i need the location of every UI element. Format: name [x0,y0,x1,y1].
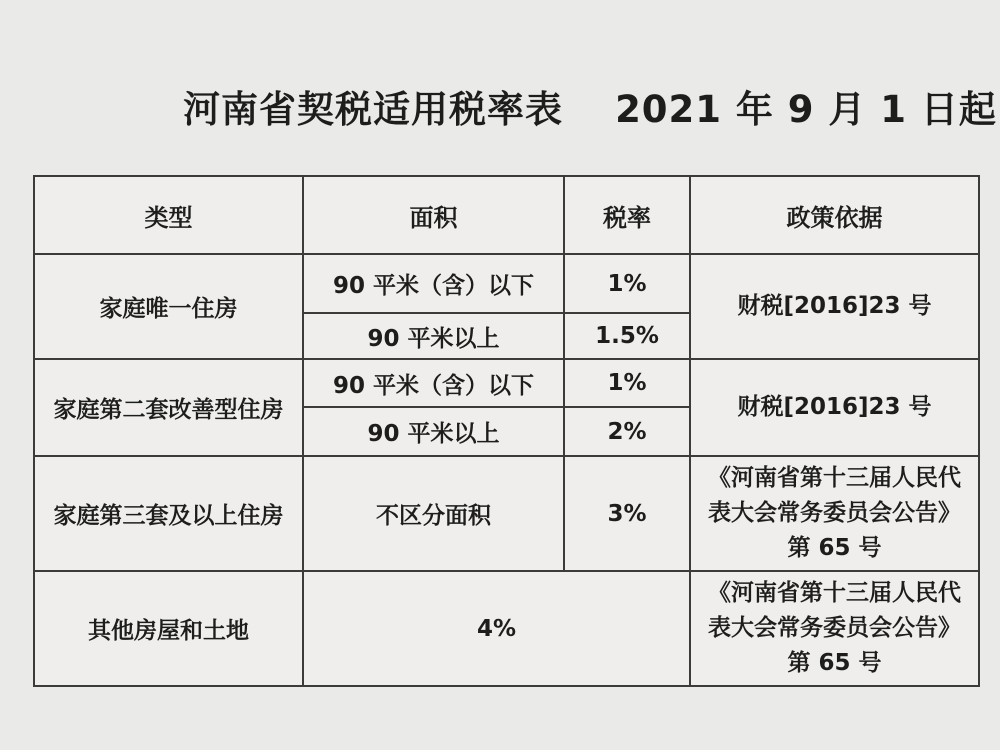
cell-area-over90: 90 平米以上 [303,313,564,359]
cell-rate-1pct: 1% [564,254,690,313]
table-row-second-home-under90 [34,359,979,407]
column-header-type: 类型 [34,176,303,254]
cell-rate-2pct: 2% [564,407,690,456]
page-title [0,79,1000,133]
cell-rate-1-5pct: 1.5% [564,313,690,359]
table-row-only-home-under90 [34,254,979,313]
column-header-rate: 税率 [564,176,690,254]
column-header-policy: 政策依据 [690,176,979,254]
cell-type-second-home: 家庭第二套改善型住房 [34,359,303,456]
cell-rate-3pct: 3% [564,456,690,571]
cell-rate-1pct: 1% [564,359,690,407]
column-header-area: 面积 [303,176,564,254]
table-row-other-property [34,571,979,686]
cell-area-any: 不区分面积 [303,456,564,571]
cell-policy-caishui: 财税[2016]23 号 [690,359,979,456]
cell-type-third-home: 家庭第三套及以上住房 [34,456,303,571]
table-header-row [34,176,979,254]
cell-rate-4pct: 4% [303,571,690,686]
cell-policy-caishui: 财税[2016]23 号 [690,254,979,359]
tax-rate-table [33,175,980,687]
page-title-main: 河南省契税适用税率表 [183,88,564,131]
cell-area-over90: 90 平米以上 [303,407,564,456]
cell-area-under90: 90 平米（含）以下 [303,359,564,407]
page-title-date: 2021 年 9 月 1 日起 [615,88,997,131]
table-row-third-home [34,456,979,571]
cell-policy-announcement-65: 《河南省第十三届人民代表大会常务委员会公告》第 65 号 [690,571,979,686]
cell-policy-announcement-65: 《河南省第十三届人民代表大会常务委员会公告》第 65 号 [690,456,979,571]
cell-type-other-property: 其他房屋和土地 [34,571,303,686]
cell-type-only-home: 家庭唯一住房 [34,254,303,359]
cell-area-under90: 90 平米（含）以下 [303,254,564,313]
